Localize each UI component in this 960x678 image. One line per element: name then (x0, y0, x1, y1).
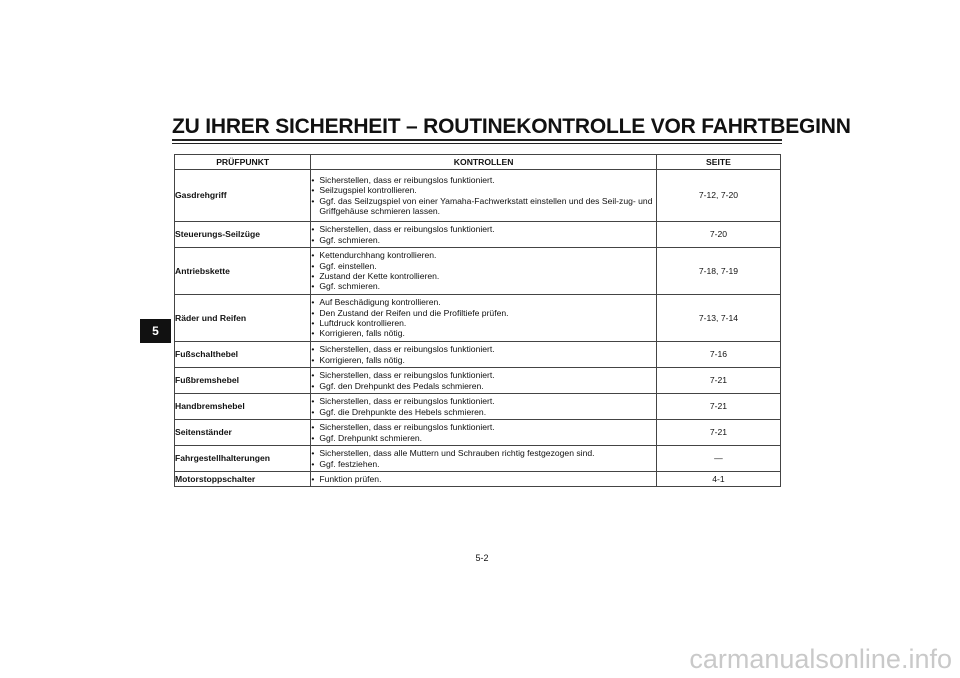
row-checks (311, 295, 657, 342)
row-checks (311, 222, 657, 248)
check-step: • Ggf. den Drehpunkt des Pedals schmieren. (311, 381, 656, 391)
row-page: — (656, 446, 780, 472)
row-page: 4-1 (656, 472, 780, 487)
chapter-tab: 5 (140, 319, 171, 343)
check-step: • Ggf. Drehpunkt schmieren. (311, 433, 656, 443)
checklist-table (174, 154, 781, 487)
row-item: Antriebskette (175, 248, 311, 295)
check-step: • Sicherstellen, dass er reibungslos funktioniert. (311, 344, 656, 354)
table-row (175, 222, 781, 248)
row-page: 7-12, 7-20 (656, 170, 780, 222)
table-row (175, 368, 781, 394)
check-step: • Sicherstellen, dass er reibungslos funktioniert. (311, 422, 656, 432)
table-row (175, 394, 781, 420)
column-header-item: PRÜFPUNKT (175, 155, 311, 170)
row-item: Räder und Reifen (175, 295, 311, 342)
check-step: • Sicherstellen, dass er reibungslos funktioniert. (311, 396, 656, 406)
row-page: 7-13, 7-14 (656, 295, 780, 342)
check-step: • Korrigieren, falls nötig. (311, 328, 656, 338)
row-checks (311, 394, 657, 420)
row-item: Steuerungs-Seilzüge (175, 222, 311, 248)
check-step: • Funktion prüfen. (311, 474, 656, 484)
row-page: 7-18, 7-19 (656, 248, 780, 295)
row-item: Fußschalthebel (175, 342, 311, 368)
row-checks (311, 342, 657, 368)
column-header-checks: KONTROLLEN (311, 155, 657, 170)
row-checks (311, 446, 657, 472)
row-item: Fahrgestellhalterungen (175, 446, 311, 472)
row-item: Seitenständer (175, 420, 311, 446)
table-row (175, 446, 781, 472)
watermark: carmanualsonline.info (689, 644, 952, 674)
row-page: 7-21 (656, 394, 780, 420)
row-page: 7-21 (656, 368, 780, 394)
row-item: Gasdrehgriff (175, 170, 311, 222)
check-step: • Ggf. das Seilzugspiel von einer Yamaha-Fachwerkstatt einstellen und des Seil-zug- und Griffgehäuse schmieren lassen. (311, 196, 656, 217)
title-underline (172, 139, 782, 141)
check-step: • Kettendurchhang kontrollieren. (311, 250, 656, 260)
check-step: • Korrigieren, falls nötig. (311, 355, 656, 365)
row-checks (311, 420, 657, 446)
page-title: ZU IHRER SICHERHEIT – ROUTINEKONTROLLE VOR FAHRTBEGINN (172, 115, 851, 138)
table-row (175, 472, 781, 487)
check-step: • Ggf. festziehen. (311, 459, 656, 469)
check-step: • Auf Beschädigung kontrollieren. (311, 297, 656, 307)
check-step: • Sicherstellen, dass alle Muttern und Schrauben richtig festgezogen sind. (311, 448, 656, 458)
row-checks (311, 248, 657, 295)
check-step: • Ggf. die Drehpunkte des Hebels schmieren. (311, 407, 656, 417)
column-header-page: SEITE (656, 155, 780, 170)
row-item: Handbremshebel (175, 394, 311, 420)
check-step: • Luftdruck kontrollieren. (311, 318, 656, 328)
check-step: • Seilzugspiel kontrollieren. (311, 185, 656, 195)
table-row (175, 170, 781, 222)
row-checks (311, 170, 657, 222)
title-underline-thin (172, 143, 782, 144)
check-step: • Ggf. schmieren. (311, 281, 656, 291)
check-step: • Sicherstellen, dass er reibungslos funktioniert. (311, 224, 656, 234)
row-page: 7-21 (656, 420, 780, 446)
row-checks (311, 368, 657, 394)
table-row (175, 248, 781, 295)
row-item: Motorstoppschalter (175, 472, 311, 487)
check-step: • Sicherstellen, dass er reibungslos funktioniert. (311, 175, 656, 185)
check-step: • Ggf. schmieren. (311, 235, 656, 245)
page-number: 5-2 (475, 553, 489, 563)
table-row (175, 420, 781, 446)
row-checks (311, 472, 657, 487)
check-step: • Zustand der Kette kontrollieren. (311, 271, 656, 281)
table-row (175, 342, 781, 368)
row-page: 7-16 (656, 342, 780, 368)
check-step: • Sicherstellen, dass er reibungslos funktioniert. (311, 370, 656, 380)
row-item: Fußbremshebel (175, 368, 311, 394)
table-row (175, 295, 781, 342)
row-page: 7-20 (656, 222, 780, 248)
check-step: • Den Zustand der Reifen und die Profiltiefe prüfen. (311, 308, 656, 318)
check-step: • Ggf. einstellen. (311, 261, 656, 271)
table-header-row (175, 155, 781, 170)
